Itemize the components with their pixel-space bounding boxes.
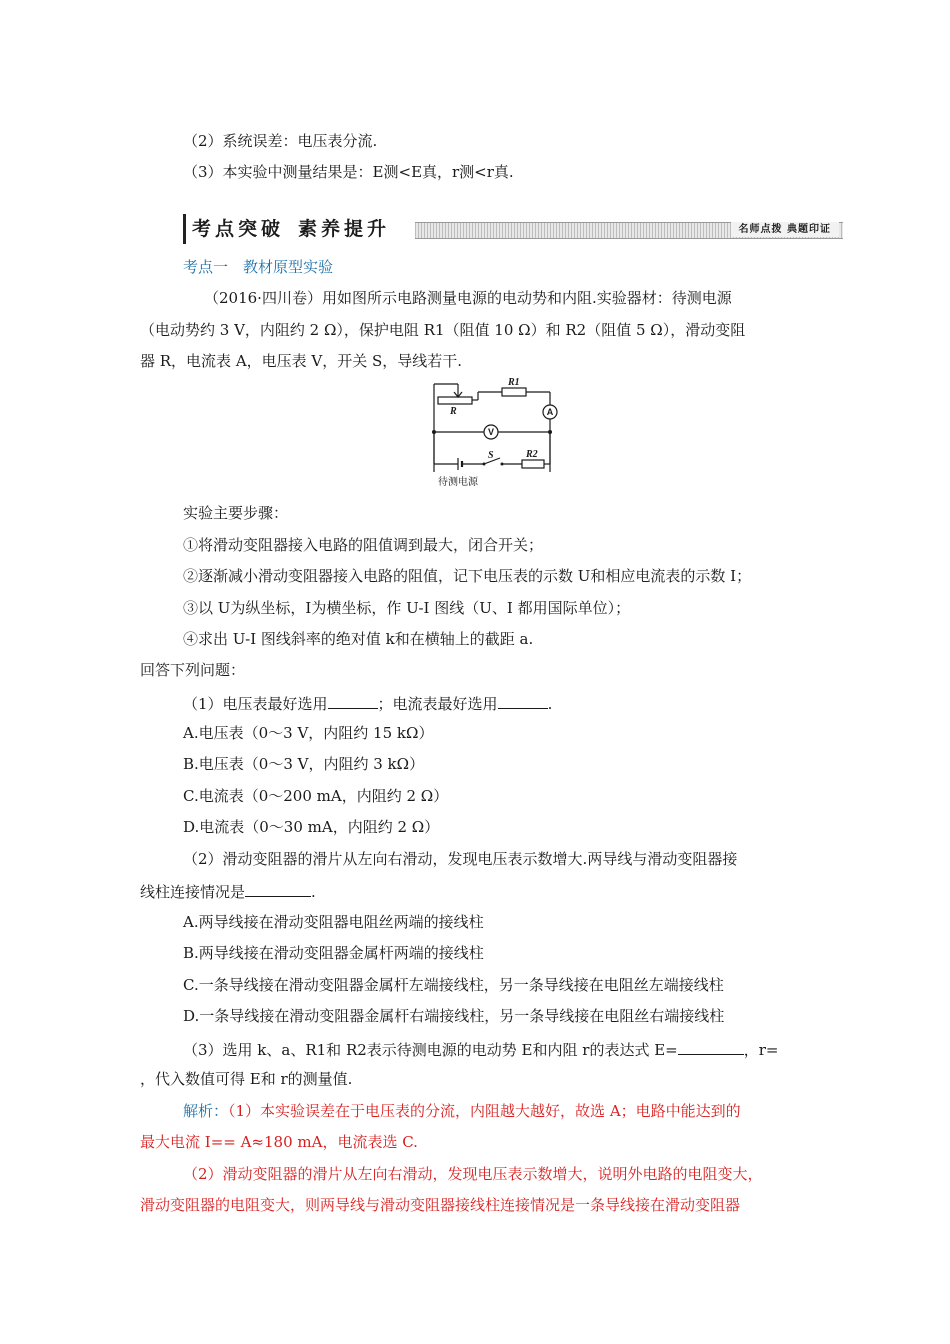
- q3-text-b: ，r=: [743, 1041, 779, 1059]
- circuit-diagram: [418, 372, 568, 490]
- step-2: ②逐渐减小滑动变阻器接入电路的阻值，记下电压表的示数 U和相应电流表的示数 I；: [183, 567, 752, 585]
- q1-option-c: C.电流表（0～200 mA，内阻约 2 Ω）: [183, 787, 449, 805]
- banner-tag: 名师点拨 典题印证: [731, 222, 839, 237]
- solution-text-1a: （1）本实验误差在于电压表的分流，内阻越大越好，故选 A；电路中能达到的: [228, 1102, 741, 1120]
- problem-line-2: （电动势约 3 V，内阻约 2 Ω），保护电阻 R1（阻值 10 Ω）和 R2（阻值 5 Ω），滑动变阻: [140, 321, 746, 339]
- solution-line-3: （2）滑动变阻器的滑片从左向右滑动，发现电压表示数增大，说明外电路的电阻变大，: [183, 1165, 763, 1183]
- rheostat-symbol: [438, 397, 472, 404]
- q3-line-2: ，代入数值可得 E和 r的测量值.: [140, 1070, 353, 1088]
- resistor-r2-symbol: [522, 460, 544, 468]
- q2-option-d: D.一条导线接在滑动变阻器金属杆右端接线柱，另一条导线接在电阻丝右端接线柱: [183, 1007, 725, 1025]
- label-r1: R1: [508, 377, 520, 388]
- answer-heading: 回答下列问题：: [140, 661, 246, 679]
- solution-label: 解析：: [183, 1102, 229, 1120]
- q1-option-d: D.电流表（0～30 mA，内阻约 2 Ω）: [183, 818, 440, 836]
- step-1: ①将滑动变阻器接入电路的阻值调到最大，闭合开关；: [183, 536, 544, 554]
- banner-title-b: 素养提升: [298, 218, 391, 240]
- q1-blank-2[interactable]: [498, 692, 548, 709]
- label-a: A: [546, 407, 554, 417]
- q2-option-a: A.两导线接在滑动变阻器电阻丝两端的接线柱: [183, 913, 484, 931]
- q2-text-a: 线柱连接情况是: [140, 883, 246, 901]
- problem-line-3: 器 R，电流表 A，电压表 V，开关 S，导线若干.: [140, 352, 463, 370]
- q1-text-b: ；电流表最好选用: [377, 695, 498, 713]
- q3-text-a: （3）选用 k、a、R1和 R2表示待测电源的电动势 E和内阻 r的表达式 E=: [183, 1041, 678, 1059]
- q2-text-b: .: [311, 883, 316, 901]
- q1-line: [183, 692, 552, 714]
- q1-text-a: （1）电压表最好选用: [183, 695, 328, 713]
- label-v: V: [487, 427, 495, 437]
- q3-blank-e[interactable]: [678, 1038, 744, 1055]
- circuit-caption: 待测电源: [438, 477, 478, 488]
- problem-line-1: （2016·四川卷）用如图所示电路测量电源的电动势和内阻.实验器材：待测电源: [204, 289, 732, 307]
- q3-line-1: [183, 1038, 778, 1060]
- section-banner: [183, 214, 843, 244]
- banner-title: [183, 214, 413, 244]
- solution-line-2: 最大电流 I== A≈180 mA，电流表选 C.: [140, 1133, 418, 1151]
- intro-line-3: （3）本实验中测量结果是：E测<E真，r测<r真.: [183, 163, 514, 181]
- label-r: R: [450, 406, 457, 417]
- q2-option-c: C.一条导线接在滑动变阻器金属杆左端接线柱，另一条导线接在电阻丝左端接线柱: [183, 976, 724, 994]
- intro-line-2: （2）系统误差：电压表分流.: [183, 132, 378, 150]
- label-s: S: [488, 450, 494, 461]
- resistor-r1-symbol: [502, 388, 526, 396]
- solution-line-4: 滑动变阻器的电阻变大，则两导线与滑动变阻器接线柱连接情况是一条导线接在滑动变阻器: [140, 1196, 741, 1214]
- step-4: ④求出 U-I 图线斜率的绝对值 k和在横轴上的截距 a.: [183, 630, 534, 648]
- q1-option-a: A.电压表（0～3 V，内阻约 15 kΩ）: [183, 724, 434, 742]
- steps-heading: 实验主要步骤：: [183, 504, 289, 522]
- solution-line-1: [183, 1101, 741, 1121]
- q1-text-c: .: [547, 695, 553, 713]
- q2-line-2: [140, 880, 316, 902]
- banner-title-a: 考点突破: [192, 218, 285, 240]
- q2-line-1: （2）滑动变阻器的滑片从左向右滑动，发现电压表示数增大.两导线与滑动变阻器接: [183, 850, 738, 868]
- label-r2: R2: [526, 449, 538, 460]
- q2-option-b: B.两导线接在滑动变阻器金属杆两端的接线柱: [183, 944, 484, 962]
- step-3: ③以 U为纵坐标，I为横坐标，作 U-I 图线（U、I 都用国际单位）；: [183, 599, 631, 617]
- section-heading: 考点一 教材原型实验: [183, 258, 334, 276]
- q2-blank[interactable]: [245, 880, 311, 897]
- q1-blank-1[interactable]: [328, 692, 378, 709]
- q1-option-b: B.电压表（0～3 V，内阻约 3 kΩ）: [183, 755, 425, 773]
